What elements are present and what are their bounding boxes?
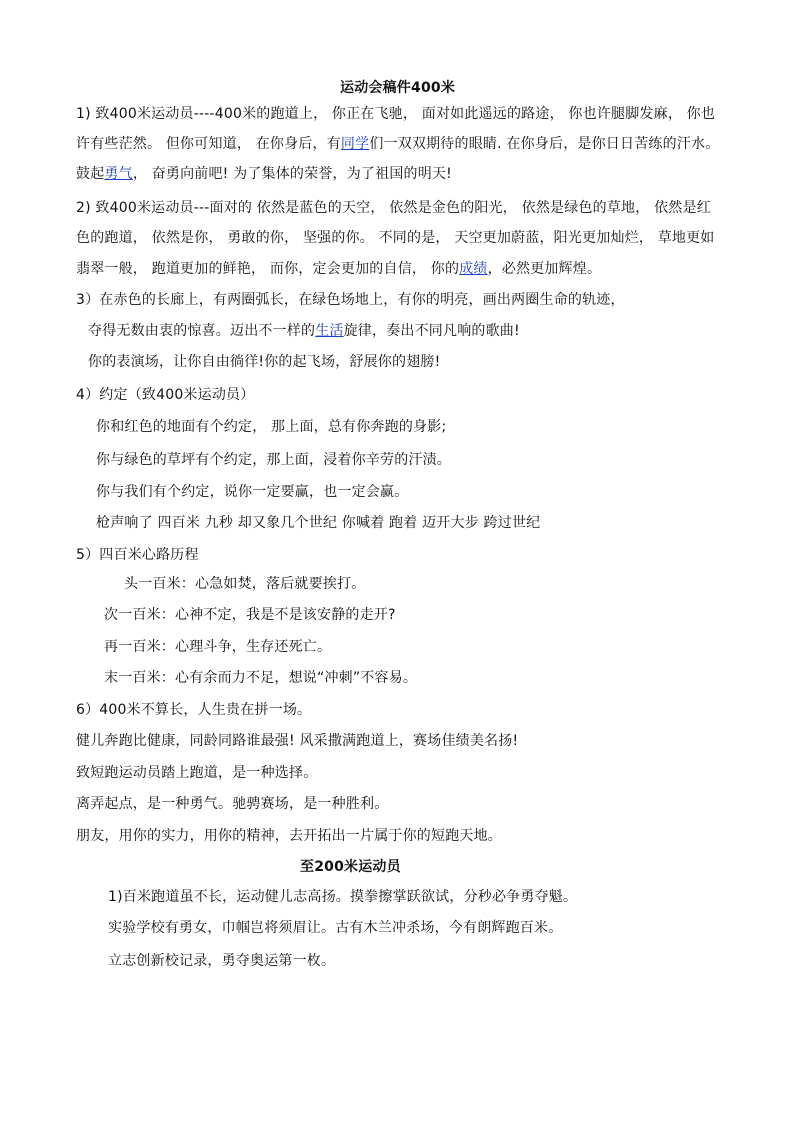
p1-line-3: 鼓起勇气， 奋勇向前吧! 为了集体的荣誉，为了祖国的明天! [76,166,452,182]
p1-line-1: 1) 致400米运动员----400米的跑道上， 你正在飞驰， 面对如此遥远的路途， 你也许腿脚发麻， 你也 [76,106,716,122]
p4-line-1: 你和红色的地面有个约定， 那上面，总有你奔跑的身影; [96,419,447,435]
p4-line-4: 枪声响了 四百米 九秒 却又象几个世纪 你喊着 跑着 迈开大步 跨过世纪 [96,515,541,531]
link-life[interactable]: 生活 [315,323,344,339]
p4-line-2: 你与绿色的草坪有个约定，那上面，浸着你辛劳的汗渍。 [96,452,451,468]
p6-line-4: 朋友，用你的实力，用你的精神，去开拓出一片属于你的短跑天地。 [76,828,502,844]
p7-line-3: 立志创新校记录，勇夺奥运第一枚。 [108,953,336,969]
p6-line-3: 离弄起点，是一种勇气。驰骋赛场，是一种胜利。 [76,796,389,812]
p2-line-2: 色的跑道， 依然是你， 勇敢的你， 坚强的你。 不同的是， 天空更加蔚蓝，阳光更加灿烂， 草地更如 [76,230,715,246]
p2-line-1: 2) 致400米运动员---面对的 依然是蓝色的天空， 依然是金色的阳光， 依然是绿色的草地， 依然是红 [76,200,711,216]
link-results[interactable]: 成绩 [459,261,488,277]
p2-line-3: 翡翠一般， 跑道更加的鲜艳， 而你，定会更加的自信， 你的成绩，必然更加辉煌。 [76,261,602,277]
p4-line-3: 你与我们有个约定，说你一定要赢，也一定会赢。 [96,484,409,500]
p7-line-2: 实验学校有勇女，巾帼岂将须眉让。古有木兰冲杀场，今有朗辉跑百米。 [108,920,563,936]
p4-heading: 4）约定（致400米运动员） [76,387,255,403]
p3-line-2: 夺得无数由衷的惊喜。迈出不一样的生活旋律，奏出不同凡响的歌曲! [88,323,520,339]
p5-line-4: 末一百米：心有余而力不足，想说“冲刺”不容易。 [104,670,418,686]
p3-line-3: 你的表演场，让你自由徜徉!你的起飞场，舒展你的翅膀! [88,354,441,370]
p7-line-1: 1)百米跑道虽不长，运动健儿志高扬。摸拳擦掌跃欲试，分秒必争勇夺魁。 [108,889,578,905]
p5-line-2: 次一百米：心神不定，我是不是该安静的走开? [104,607,396,623]
p5-line-1: 头一百米：心急如焚，落后就要挨打。 [124,576,366,592]
p1-line-2: 许有些茫然。 但你可知道， 在你身后，有同学们一双双期待的眼睛. 在你身后，是你日日苦练的汗水。 [76,136,720,152]
link-classmates[interactable]: 同学 [340,136,370,152]
p6-line-2: 致短跑运动员踏上跑道，是一种选择。 [76,765,318,781]
p5-line-3: 再一百米：心理斗争，生存还死亡。 [104,639,332,655]
p5-heading: 5）四百米心路历程 [76,547,199,563]
section-title-200m: 至200米运动员 [300,859,401,875]
link-courage[interactable]: 勇气 [104,166,133,182]
p3-line-1: 3）在赤色的长廊上，有两圈弧长，在绿色场地上，有你的明亮，画出两圈生命的轨迹， [76,292,625,308]
p6-line-1: 健儿奔跑比健康，同龄同路谁最强! 风采撒满跑道上，赛场佳绩美名扬! [76,733,519,749]
document-title: 运动会稿件400米 [340,80,456,96]
p6-heading: 6）400米不算长，人生贵在拼一场。 [76,702,312,718]
